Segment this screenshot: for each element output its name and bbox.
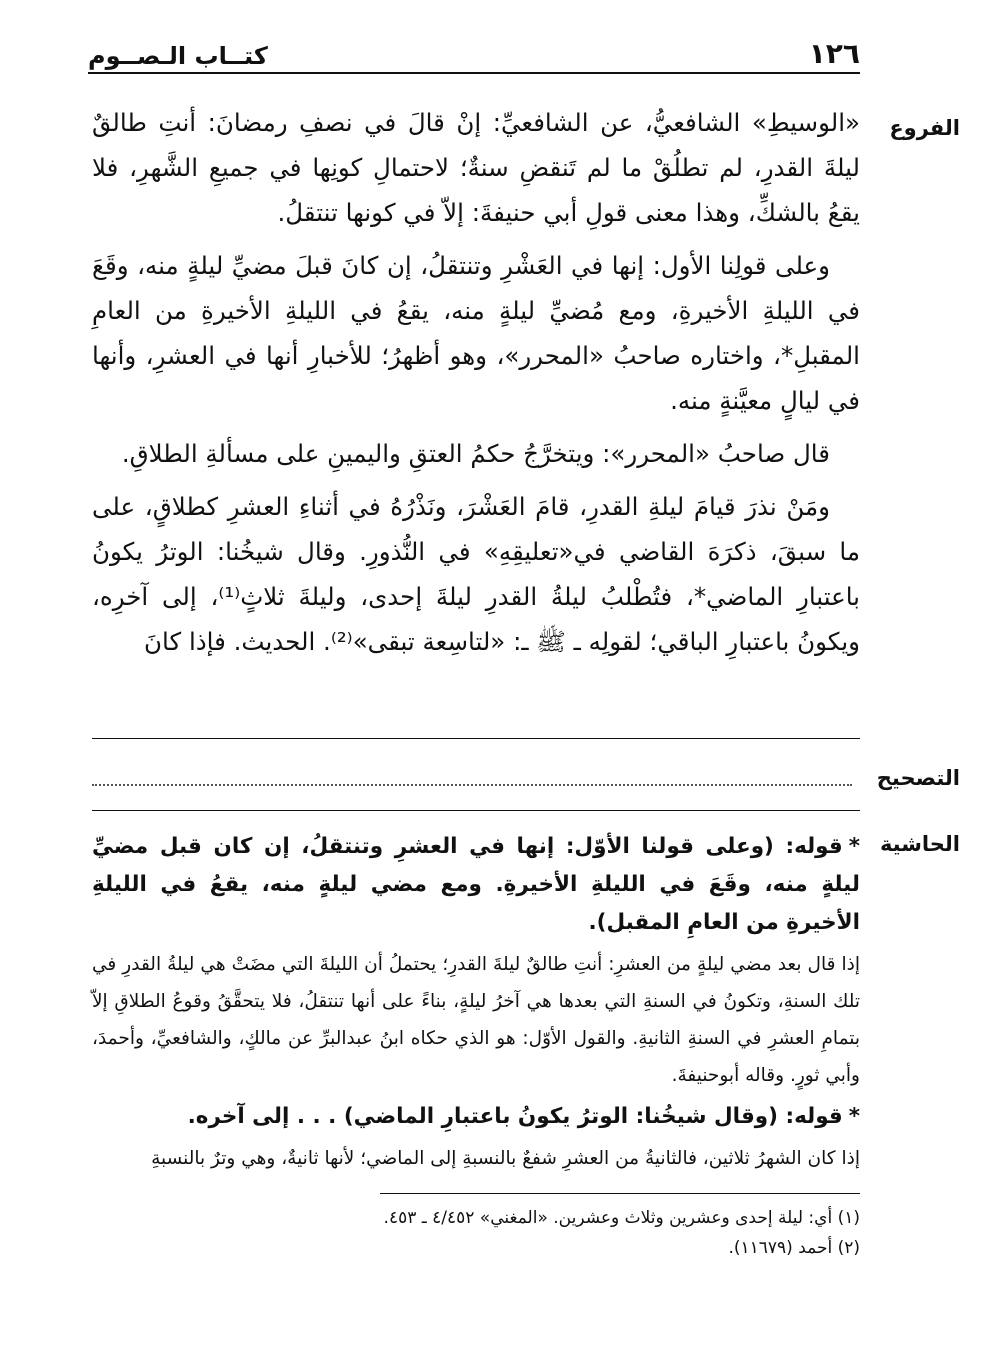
section-label-tashih: التصحيح bbox=[876, 766, 960, 790]
book-title: كتــاب الـصــوم bbox=[88, 42, 268, 70]
hashiya-text bbox=[92, 828, 860, 1181]
tashih-dotted-line bbox=[92, 784, 852, 786]
main-paragraph-4: ومَنْ نذرَ قيامَ ليلةِ القدرِ، قامَ العَشْرَ، ونَذْرُهُ في أثناءِ العشرِ كطلاقٍ، على ما سبقَ، ذكرَهَ القاضي في«تعليقِهِ» في النُّذورِ. وقال شيخُنا: الوترُ يكونُ باعتبارِ الماضي*، فتُطْلبُ ليلةُ القدرِ ليلةَ إحدى، وليلةَ ثلاثٍ⁽¹⁾، إلى آخرِه، ويكونُ باعتبارِ الباقي؛ لقولِه ـ ﷺ ـ: «لتاسِعة تبقى»⁽²⁾. الحديث. فإذا كانَ bbox=[92, 492, 860, 656]
footnote-divider bbox=[380, 1193, 860, 1194]
note-2-heading-text: قوله: (وقال شيخُنا: الوترُ يكونُ باعتبارِ الماضي) . . . إلى آخره. bbox=[187, 1104, 843, 1129]
section-label-furu: الفروع bbox=[889, 116, 960, 140]
note-star-marker: * bbox=[848, 834, 860, 859]
hashiya-note-1-body: إذا قال بعد مضي ليلةٍ من العشرِ: أنتِ طالقٌ ليلةَ القدرِ؛ يحتملُ أن الليلةَ التي مضَتْ هي ليلةُ القدرِ في تلك السنةِ، وتكونُ في السنةِ التي بعدها هي آخرُ ليلةٍ، بناءً على أنها تنتقلُ، فلا يتحقَّقُ وقوعُ الطلاقِ إلاّ بتمامِ العشرِ في السنةِ الثانيةِ. والقول الأوّل: هو الذي حكاه ابنُ عبدالبرِّ عن مالكٍ، والشافعيِّ، وأحمدَ، وأبي ثورٍ. وقاله أبوحنيفةَ. bbox=[92, 954, 860, 1086]
hashiya-note-1-heading bbox=[92, 828, 860, 942]
page-number: ١٢٦ bbox=[808, 37, 860, 70]
footnote-2: (٢) أحمد (١١٦٧٩). bbox=[728, 1238, 860, 1258]
main-paragraph-1: «الوسيطِ» الشافعيُّ، عن الشافعيِّ: إنْ قالَ في نصفِ رمضانَ: أنتِ طالقٌ ليلةَ القدرِ، لم تطلُقْ ما لم تَنقضِ سنةٌ؛ لاحتمالِ كونِها في جميعِ الشَّهرِ، فلا يقعُ بالشكِّ، وهذا معنى قولِ أبي حنيفةَ: إلاّ في كونها تنتقلُ. bbox=[92, 108, 860, 227]
note-1-heading-text: قوله: (وعلى قولنا الأوّل: إنها في العشرِ وتنتقلُ، إن كان قبل مضيِّ ليلةٍ منه، وقَعَ في الليلةِ الأخيرةِ. ومع مضي ليلةٍ منه، يقعُ في الليلةِ الأخيرةِ من العامِ المقبل). bbox=[92, 834, 860, 935]
divider-after-main bbox=[92, 738, 860, 739]
hashiya-note-2-body: إذا كان الشهرُ ثلاثين، فالثانيةُ من العشرِ شفعٌ بالنسبةِ إلى الماضي؛ لأنها ثانيةٌ، وهي وترٌ بالنسبةِ bbox=[151, 1148, 860, 1169]
note-star-marker: * bbox=[848, 1104, 860, 1129]
main-paragraph-3: قال صاحبُ «المحرر»: ويتخرَّجُ حكمُ العتقِ واليمينِ على مسألةِ الطلاقِ. bbox=[121, 439, 830, 468]
running-header bbox=[88, 30, 860, 74]
footnotes bbox=[92, 1203, 860, 1263]
divider-before-hashiya bbox=[92, 810, 860, 811]
footnote-1: (١) أي: ليلة إحدى وعشرين وثلاث وعشرين. «المغني» ٤/٤٥٢ ـ ٤٥٣. bbox=[383, 1208, 860, 1228]
section-label-hashiya: الحاشية bbox=[879, 832, 960, 856]
main-paragraph-2: وعلى قولِنا الأول: إنها في العَشْرِ وتنتقلُ، إن كانَ قبلَ مضيِّ ليلةٍ منه، وقَعَ في الليلةِ الأخيرةِ، ومع مُضيِّ ليلةٍ منه، يقعُ في الليلةِ الأخيرةِ من العامِ المقبلِ*، واختاره صاحبُ «المحرر»، وهو أظهرُ؛ للأخبارِ أنها في العشرِ، وأنها في ليالٍ معيَّنةٍ منه. bbox=[92, 251, 860, 415]
hashiya-note-2-heading bbox=[92, 1098, 860, 1136]
main-text bbox=[92, 100, 860, 672]
